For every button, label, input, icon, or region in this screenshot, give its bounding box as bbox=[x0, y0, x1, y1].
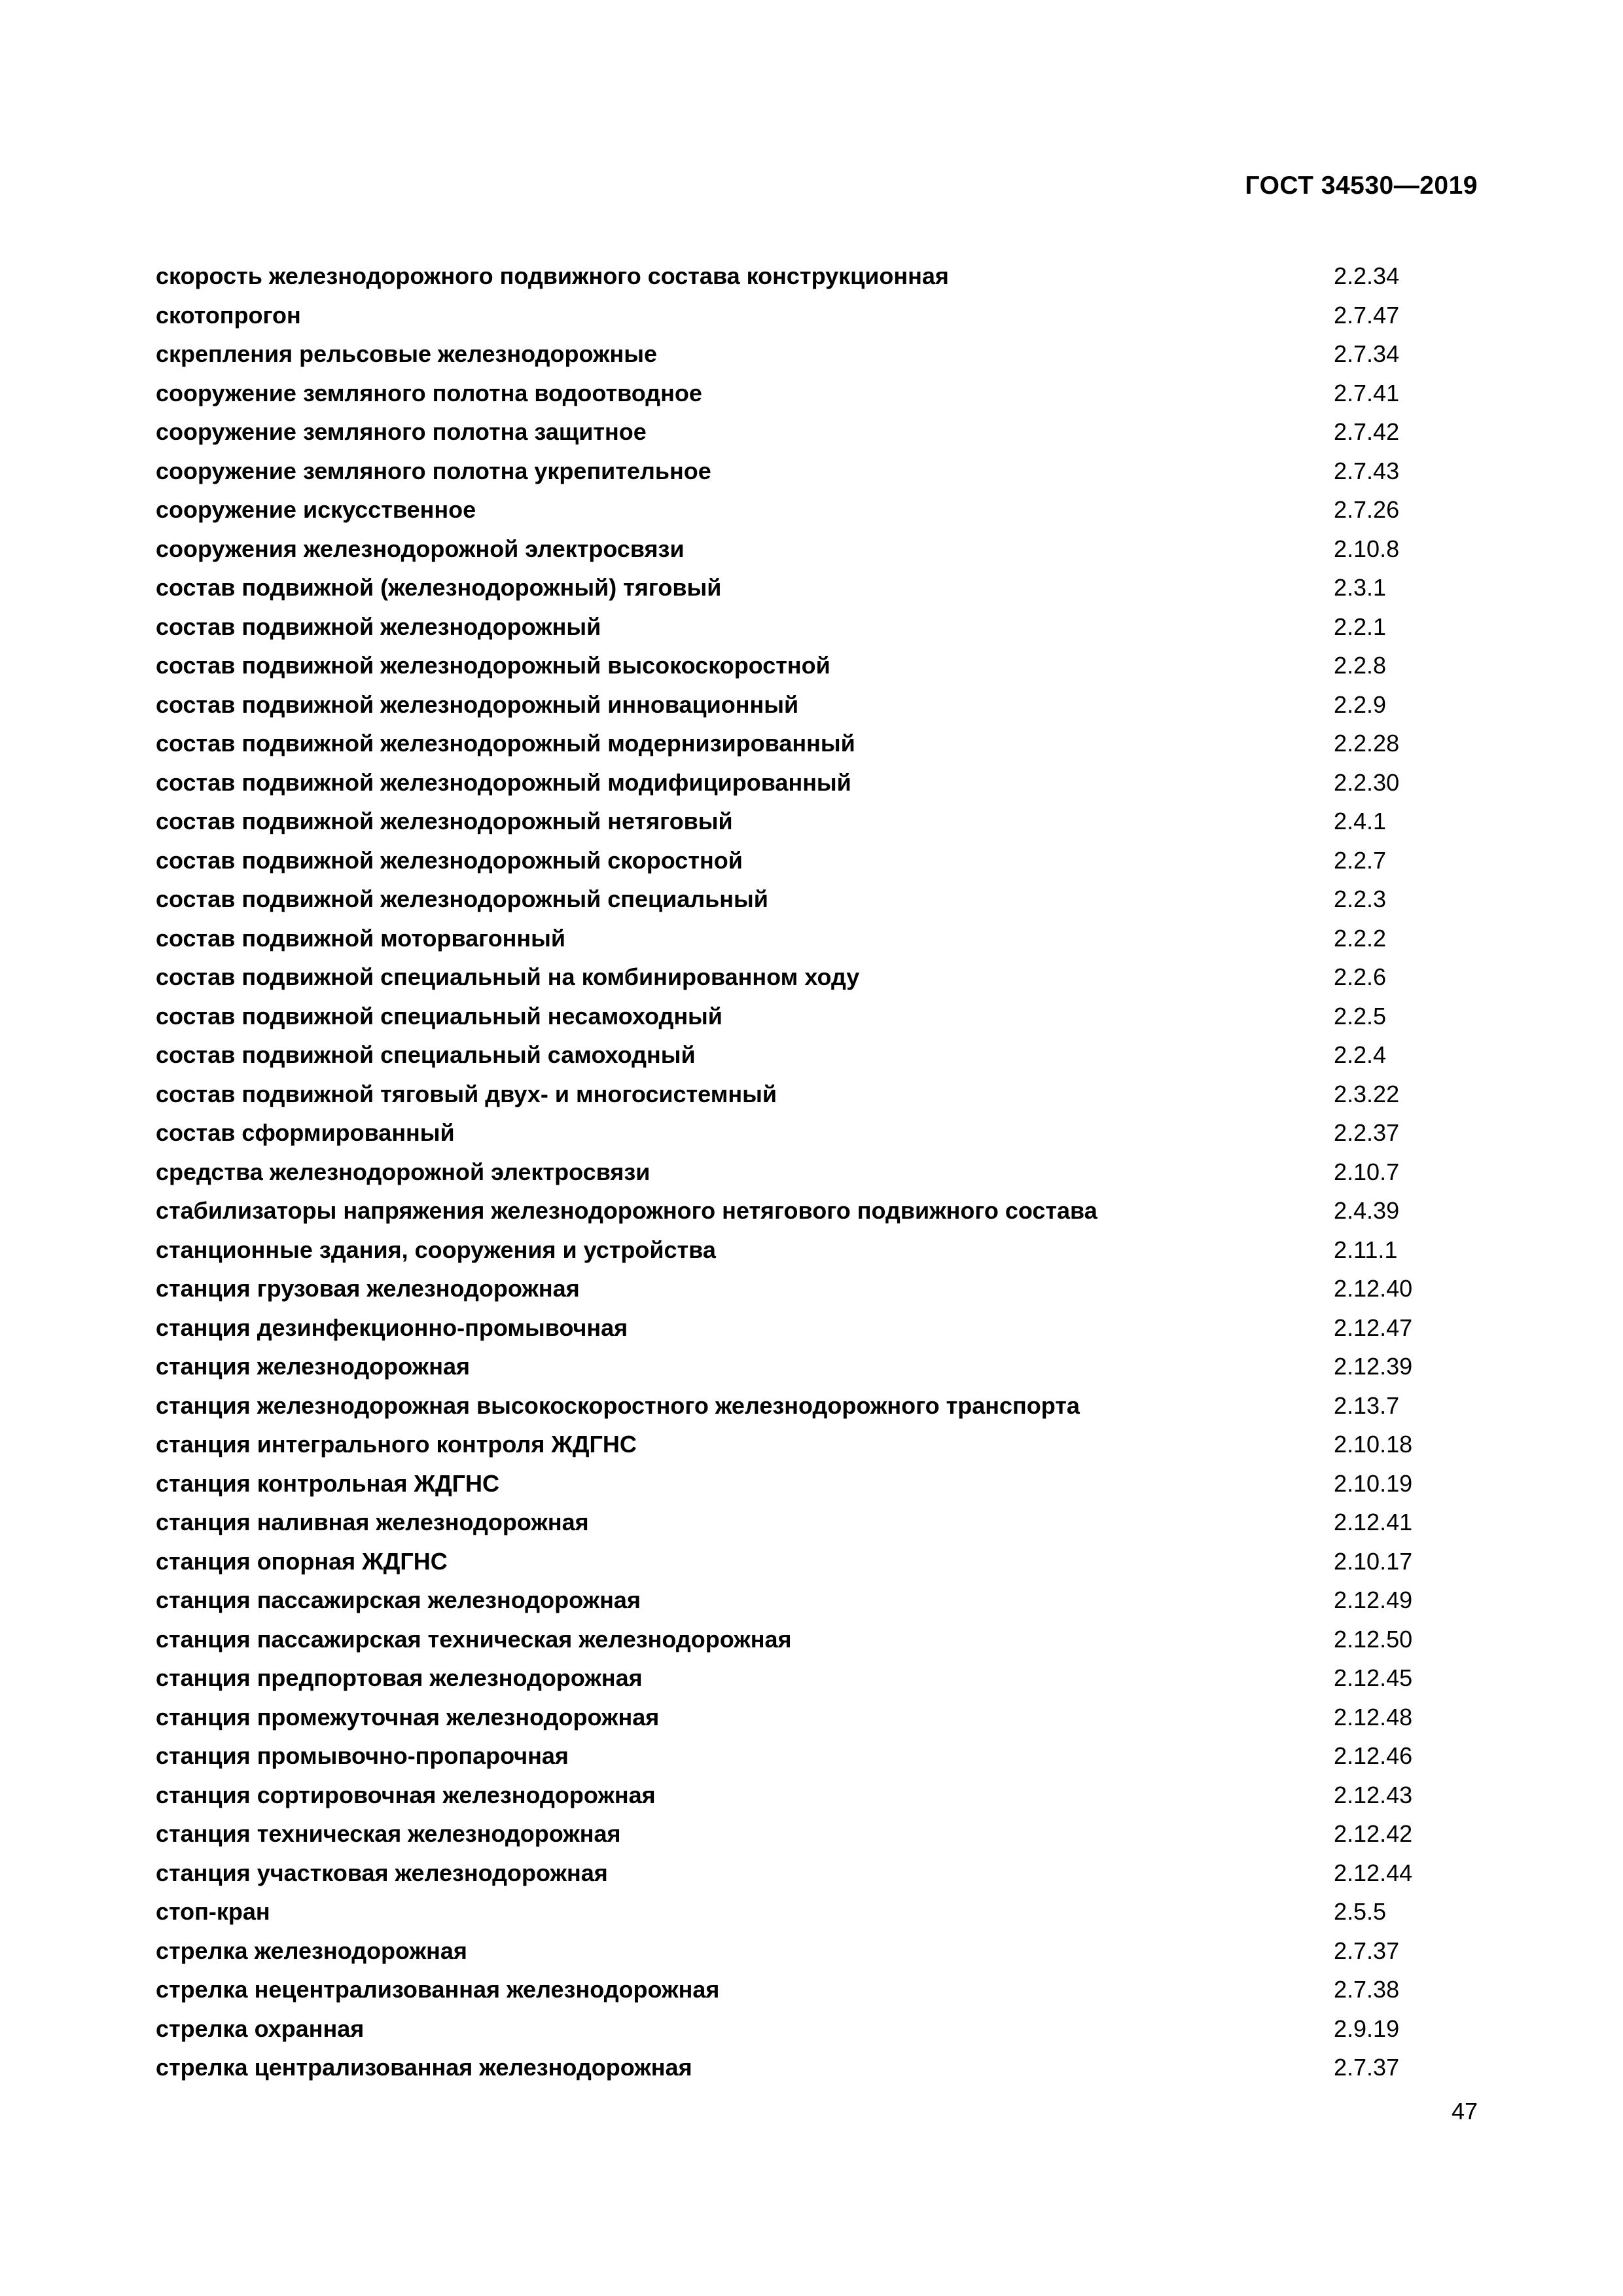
index-entry-ref: 2.10.19 bbox=[1334, 1469, 1413, 1497]
index-entry bbox=[156, 1857, 1478, 1897]
index-entry bbox=[156, 2013, 1478, 2053]
index-entry bbox=[156, 300, 1478, 339]
index-entry-term: сооружение земляного полотна защитное bbox=[156, 418, 647, 445]
index-entry-term: станция железнодорожная bbox=[156, 1353, 470, 1380]
index-entry bbox=[156, 1818, 1478, 1857]
index-entry bbox=[156, 611, 1478, 651]
index-entry-term: скотопрогон bbox=[156, 301, 301, 329]
index-entry-ref: 2.10.8 bbox=[1334, 535, 1400, 562]
index-entry-term: станция железнодорожная высокоскоростного железнодорожного транспорта bbox=[156, 1391, 1080, 1419]
index-entry bbox=[156, 1351, 1478, 1390]
index-entry-term: состав подвижной специальный несамоходный bbox=[156, 1002, 722, 1030]
index-entry-term: сооружения железнодорожной электросвязи bbox=[156, 535, 685, 562]
index-entry-term: станция дезинфекционно-промывочная bbox=[156, 1314, 628, 1341]
index-entry-term: состав подвижной железнодорожный специальный bbox=[156, 886, 768, 912]
index-entry-term: станция наливная железнодорожная bbox=[156, 1509, 589, 1535]
index-entry-ref: 2.12.45 bbox=[1334, 1664, 1413, 1691]
index-entry-term: состав подвижной железнодорожный модифицированный bbox=[156, 768, 851, 796]
index-entry-term: состав подвижной специальный на комбинированном ходу bbox=[156, 963, 860, 990]
index-entry bbox=[156, 1585, 1478, 1624]
index-entry-ref: 2.12.39 bbox=[1334, 1353, 1413, 1380]
index-entry-ref: 2.7.42 bbox=[1334, 418, 1400, 445]
index-entry-ref: 2.12.50 bbox=[1334, 1625, 1413, 1653]
index-entry-term: станция грузовая железнодорожная bbox=[156, 1275, 580, 1302]
index-entry bbox=[156, 806, 1478, 845]
index-entry-ref: 2.2.28 bbox=[1334, 730, 1400, 757]
index-entry bbox=[156, 1039, 1478, 1079]
index-entry-term: станция пассажирская железнодорожная bbox=[156, 1587, 641, 1613]
index-entry bbox=[156, 1662, 1478, 1702]
index-entry bbox=[156, 1468, 1478, 1507]
index-entry-term: стрелка железнодорожная bbox=[156, 1937, 467, 1964]
index-entry-term: состав подвижной тяговый двух- и многосистемный bbox=[156, 1080, 777, 1107]
index-entry bbox=[156, 1624, 1478, 1663]
index-entry-ref: 2.2.4 bbox=[1334, 1041, 1387, 1068]
index-entry bbox=[156, 1702, 1478, 1741]
index-entry-term: стрелка централизованная железнодорожная bbox=[156, 2054, 692, 2081]
index-entry-ref: 2.2.6 bbox=[1334, 963, 1387, 990]
index-entry-ref: 2.2.5 bbox=[1334, 1002, 1387, 1030]
index-entry-term: состав подвижной специальный самоходный bbox=[156, 1041, 696, 1068]
index-entry-ref: 2.9.19 bbox=[1334, 2015, 1400, 2042]
index-entry-term: скрепления рельсовые железнодорожные bbox=[156, 340, 658, 367]
index-entry bbox=[156, 961, 1478, 1001]
index-entry-term: станция предпортовая железнодорожная bbox=[156, 1664, 643, 1691]
index-entry-term: станция опорная ЖДГНС bbox=[156, 1547, 448, 1575]
index-entry-term: средства железнодорожной электросвязи bbox=[156, 1158, 651, 1185]
index-entry bbox=[156, 1001, 1478, 1040]
index-entry-term: состав подвижной моторвагонный bbox=[156, 924, 566, 952]
index-entry-term: состав подвижной железнодорожный нетяговый bbox=[156, 808, 733, 834]
index-entry bbox=[156, 1390, 1478, 1429]
index-entry-term: состав подвижной железнодорожный модернизированный bbox=[156, 730, 855, 757]
index-entry bbox=[156, 884, 1478, 923]
index-entry bbox=[156, 689, 1478, 728]
index-entry bbox=[156, 767, 1478, 806]
index-entry bbox=[156, 378, 1478, 417]
index-entry bbox=[156, 728, 1478, 767]
index-entry-term: состав подвижной (железнодорожный) тяговый bbox=[156, 574, 722, 601]
index-entry-term: сооружение земляного полотна укрепительное bbox=[156, 457, 711, 484]
document-header-standard: ГОСТ 34530—2019 bbox=[1245, 171, 1478, 200]
index-entry-term: стабилизаторы напряжения железнодорожного нетягового подвижного состава bbox=[156, 1197, 1097, 1224]
index-entry-ref: 2.12.49 bbox=[1334, 1587, 1413, 1613]
index-entry-ref: 2.10.18 bbox=[1334, 1431, 1413, 1458]
index-entry bbox=[156, 1273, 1478, 1312]
page-number: 47 bbox=[1451, 2098, 1478, 2125]
index-entry-term: станция промежуточная железнодорожная bbox=[156, 1703, 660, 1731]
index-entry bbox=[156, 1780, 1478, 1819]
index-entry-ref: 2.7.47 bbox=[1334, 301, 1400, 329]
index-entry bbox=[156, 1429, 1478, 1468]
index-entry-ref: 2.3.1 bbox=[1334, 574, 1387, 601]
index-entry-term: станция интегрального контроля ЖДГНС bbox=[156, 1431, 637, 1458]
index-entry-ref: 2.12.41 bbox=[1334, 1509, 1413, 1535]
index-entry-term: станция техническая железнодорожная bbox=[156, 1820, 621, 1847]
index-entry-ref: 2.12.46 bbox=[1334, 1742, 1413, 1769]
index-entry-ref: 2.7.43 bbox=[1334, 457, 1400, 484]
index-entry bbox=[156, 338, 1478, 378]
index-entry-ref: 2.12.40 bbox=[1334, 1275, 1413, 1302]
index-entry-ref: 2.10.17 bbox=[1334, 1547, 1413, 1575]
index-entry-ref: 2.2.30 bbox=[1334, 768, 1400, 796]
index-entry-term: состав подвижной железнодорожный bbox=[156, 613, 601, 640]
index-entry bbox=[156, 1896, 1478, 1935]
index-entry-term: состав подвижной железнодорожный инновационный bbox=[156, 691, 799, 718]
index-entry-ref: 2.2.34 bbox=[1334, 262, 1400, 289]
index-entry-ref: 2.2.8 bbox=[1334, 652, 1387, 679]
index-entry-term: стрелка нецентрализованная железнодорожная bbox=[156, 1976, 720, 2003]
index-entry-ref: 2.7.37 bbox=[1334, 2054, 1400, 2081]
index-entry-term: станционные здания, сооружения и устройства bbox=[156, 1236, 716, 1263]
index-entry bbox=[156, 1507, 1478, 1546]
index-entry-term: станция пассажирская техническая железнодорожная bbox=[156, 1625, 792, 1653]
index-entry bbox=[156, 1117, 1478, 1157]
index-entry-ref: 2.2.2 bbox=[1334, 924, 1387, 952]
index-entry-ref: 2.7.34 bbox=[1334, 340, 1400, 367]
index-entry bbox=[156, 416, 1478, 456]
index-entry bbox=[156, 1157, 1478, 1196]
index-entry-term: состав подвижной железнодорожный скоростной bbox=[156, 846, 743, 874]
index-entry bbox=[156, 1546, 1478, 1585]
index-entry-term: станция участковая железнодорожная bbox=[156, 1859, 608, 1886]
index-entry-ref: 2.2.37 bbox=[1334, 1119, 1400, 1146]
index-entry bbox=[156, 650, 1478, 689]
index-entry-ref: 2.11.1 bbox=[1334, 1236, 1398, 1263]
index-entry-ref: 2.12.48 bbox=[1334, 1703, 1413, 1731]
index-entry-ref: 2.10.7 bbox=[1334, 1158, 1400, 1185]
index-entry-ref: 2.7.26 bbox=[1334, 496, 1400, 523]
index-entry bbox=[156, 1195, 1478, 1234]
index-entry bbox=[156, 533, 1478, 573]
index-entry-ref: 2.7.41 bbox=[1334, 379, 1400, 406]
index-entry-ref: 2.2.1 bbox=[1334, 613, 1387, 640]
index-entry-ref: 2.13.7 bbox=[1334, 1391, 1400, 1419]
index-entry bbox=[156, 1234, 1478, 1274]
index-entry-ref: 2.12.43 bbox=[1334, 1781, 1413, 1808]
index-entry bbox=[156, 2052, 1478, 2091]
index-entry-term: состав подвижной железнодорожный высокоскоростной bbox=[156, 652, 830, 679]
index-entry bbox=[156, 923, 1478, 962]
index-entry bbox=[156, 494, 1478, 533]
index-entry-ref: 2.5.5 bbox=[1334, 1898, 1387, 1925]
index-entry-ref: 2.12.44 bbox=[1334, 1859, 1413, 1886]
index-entry-term: станция промывочно-пропарочная bbox=[156, 1742, 569, 1769]
index-entry-ref: 2.2.7 bbox=[1334, 846, 1387, 874]
index-entry-ref: 2.7.37 bbox=[1334, 1937, 1400, 1964]
index-entry-ref: 2.4.1 bbox=[1334, 808, 1387, 834]
index-entry bbox=[156, 1935, 1478, 1975]
index-entry-ref: 2.2.3 bbox=[1334, 886, 1387, 912]
index-entry bbox=[156, 260, 1478, 300]
index-entry bbox=[156, 845, 1478, 884]
index-entry-term: стоп-кран bbox=[156, 1898, 270, 1925]
index-entry bbox=[156, 1974, 1478, 2013]
index-entry-ref: 2.12.47 bbox=[1334, 1314, 1413, 1341]
index-entry-term: скорость железнодорожного подвижного состава конструкционная bbox=[156, 262, 949, 289]
index-entry-term: станция контрольная ЖДГНС bbox=[156, 1469, 500, 1497]
index-entry-term: сооружение земляного полотна водоотводное bbox=[156, 379, 702, 406]
term-index-list bbox=[156, 260, 1478, 2091]
index-entry-ref: 2.4.39 bbox=[1334, 1197, 1400, 1224]
index-entry bbox=[156, 456, 1478, 495]
index-entry-ref: 2.7.38 bbox=[1334, 1976, 1400, 2003]
index-entry-term: станция сортировочная железнодорожная bbox=[156, 1781, 656, 1808]
index-entry bbox=[156, 1740, 1478, 1780]
index-entry-ref: 2.3.22 bbox=[1334, 1080, 1400, 1107]
index-entry-ref: 2.12.42 bbox=[1334, 1820, 1413, 1847]
index-entry-term: стрелка охранная bbox=[156, 2015, 365, 2042]
index-entry bbox=[156, 1079, 1478, 1118]
index-entry-ref: 2.2.9 bbox=[1334, 691, 1387, 718]
index-entry-term: сооружение искусственное bbox=[156, 496, 476, 523]
index-entry bbox=[156, 572, 1478, 611]
index-entry bbox=[156, 1312, 1478, 1352]
index-entry-term: состав сформированный bbox=[156, 1119, 455, 1146]
